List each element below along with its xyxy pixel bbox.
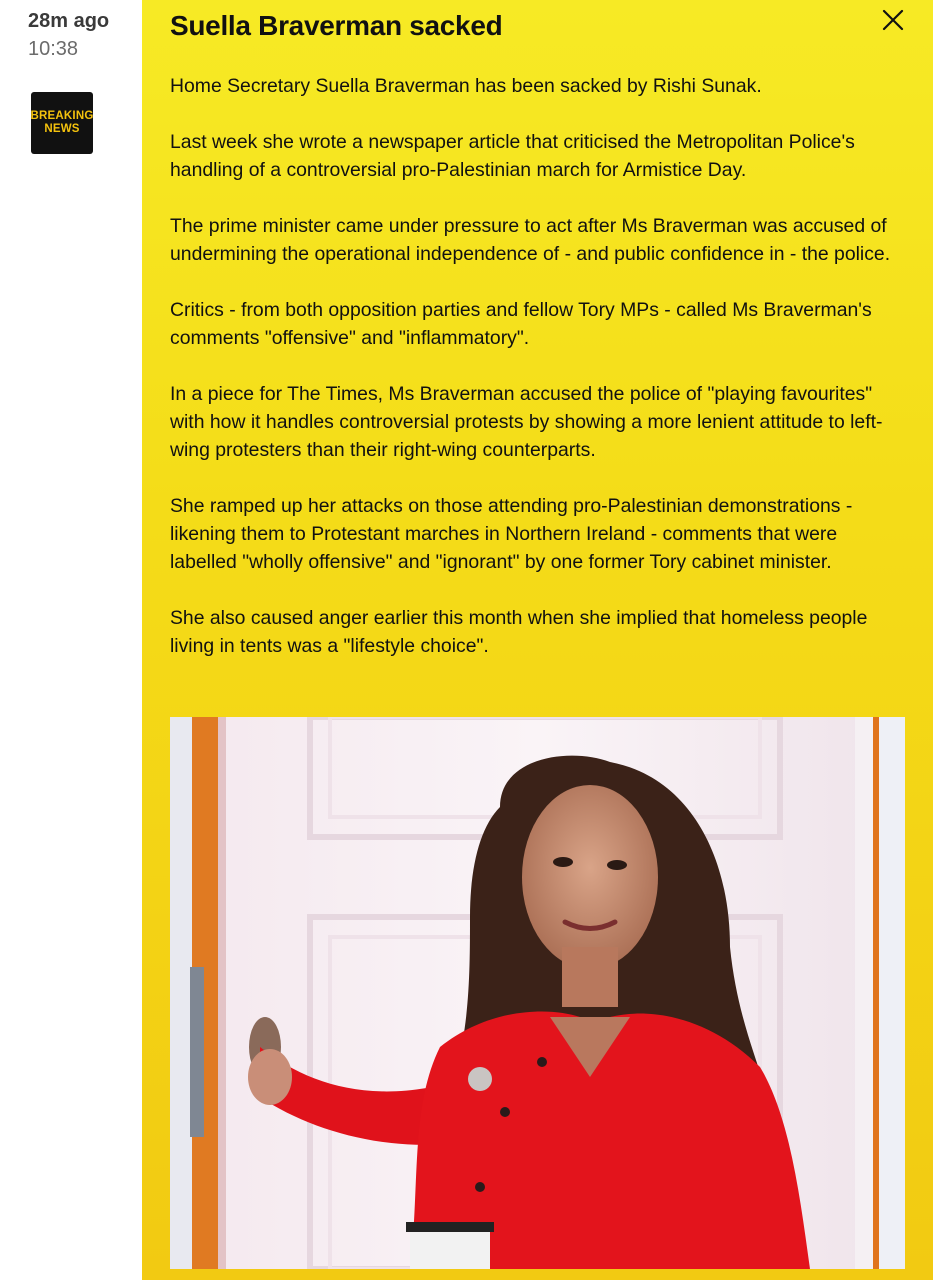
badge-line-2: NEWS [44, 123, 80, 135]
close-icon [879, 6, 907, 34]
timestamp: 10:38 [28, 38, 79, 60]
close-button[interactable] [879, 6, 907, 34]
paragraph: Critics - from both opposition parties and fellow Tory MPs - called Ms Braverman's comments "offensive" and "inflammatory". [170, 299, 872, 349]
paragraph: In a piece for The Times, Ms Braverman accused the police of "playing favourites" with how it handles controversial protests by showing a more lenient attitude to left-wing protesters than their right-wing counterparts. [170, 383, 883, 461]
entry-meta-column [0, 0, 142, 1280]
paragraph: Last week she wrote a newspaper article that criticised the Metropolitan Police's handling of a controversial pro-Palestinian march for Armistice Day. [170, 131, 855, 181]
breaking-news-card [142, 0, 933, 1280]
badge-line-1: BREAKING [30, 110, 94, 122]
paragraph: Home Secretary Suella Braverman has been sacked by Rishi Sunak. [170, 75, 762, 97]
article-photo [170, 717, 905, 1269]
relative-timestamp: 28m ago [28, 10, 110, 32]
paragraph: She ramped up her attacks on those attending pro-Palestinian demonstrations - likening them to Protestant marches in Northern Ireland - comments that were labelled "wholly offensive" and "ignorant" by one former Tory cabinet minister. [170, 495, 853, 573]
article-body [170, 72, 906, 688]
photo-illustration [170, 717, 905, 1269]
paragraph: She also caused anger earlier this month when she implied that homeless people living in tents was a "lifestyle choice". [170, 607, 868, 657]
headline: Suella Braverman sacked [170, 10, 503, 41]
breaking-news-badge [31, 92, 93, 154]
paragraph: The prime minister came under pressure to act after Ms Braverman was accused of undermining the operational independence of - and public confidence in - the police. [170, 215, 891, 265]
